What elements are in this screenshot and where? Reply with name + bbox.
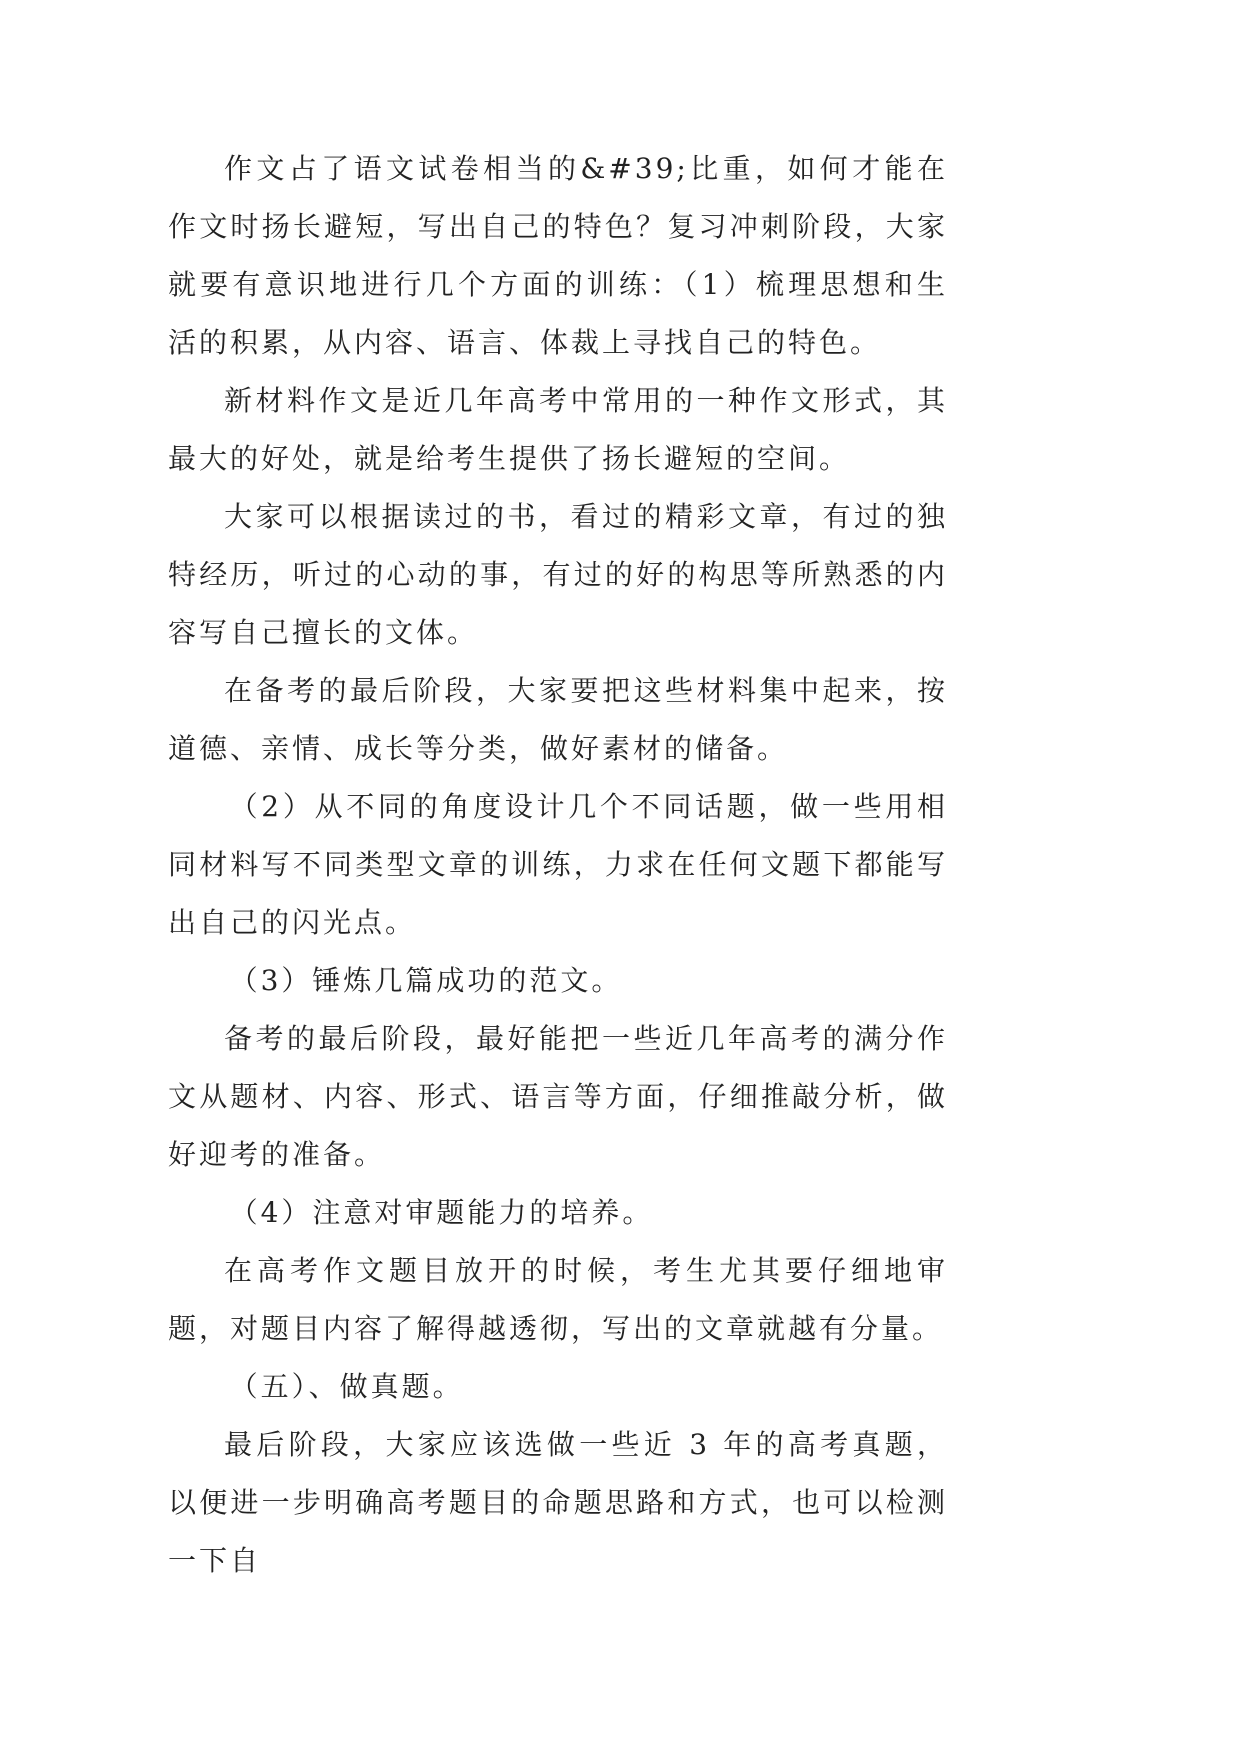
paragraph-point-4: （4）注意对审题能力的培养。 bbox=[229, 1196, 654, 1229]
paragraph-point-five: （五）、做真题。 bbox=[229, 1370, 464, 1403]
paragraph-past-papers: 最后阶段，大家应该选做一些近 3 年的高考真题，以便进一步明确高考题目的命题思路和方式，也可以检测一下自 bbox=[168, 1428, 948, 1577]
paragraph-material-storage: 在备考的最后阶段，大家要把这些材料集中起来，按道德、亲情、成长等分类，做好素材的储备。 bbox=[168, 674, 948, 765]
paragraph-material-essay: 新材料作文是近几年高考中常用的一种作文形式，其最大的好处，就是给考生提供了扬长避短的空间。 bbox=[168, 384, 948, 475]
paragraph-point-2: （2）从不同的角度设计几个不同话题，做一些用相同材料写不同类型文章的训练，力求在任何文题下都能写出自己的闪光点。 bbox=[168, 790, 948, 939]
paragraph-familiar-content: 大家可以根据读过的书，看过的精彩文章，有过的独特经历，听过的心动的事，有过的好的构思等所熟悉的内容写自己擅长的文体。 bbox=[168, 500, 948, 649]
paragraph-model-essays: 备考的最后阶段，最好能把一些近几年高考的满分作文从题材、内容、形式、语言等方面，仔细推敲分析，做好迎考的准备。 bbox=[168, 1022, 948, 1171]
paragraph-intro: 作文占了语文试卷相当的&#39;比重，如何才能在作文时扬长避短，写出自己的特色？复习冲刺阶段，大家就要有意识地进行几个方面的训练：（1）梳理思想和生活的积累，从内容、语言、体裁上寻找自己的特色。 bbox=[168, 152, 948, 359]
document-page bbox=[168, 140, 948, 1590]
paragraph-point-3: （3）锤炼几篇成功的范文。 bbox=[229, 964, 623, 997]
paragraph-review-topic: 在高考作文题目放开的时候，考生尤其要仔细地审题，对题目内容了解得越透彻，写出的文章就越有分量。 bbox=[168, 1254, 948, 1345]
